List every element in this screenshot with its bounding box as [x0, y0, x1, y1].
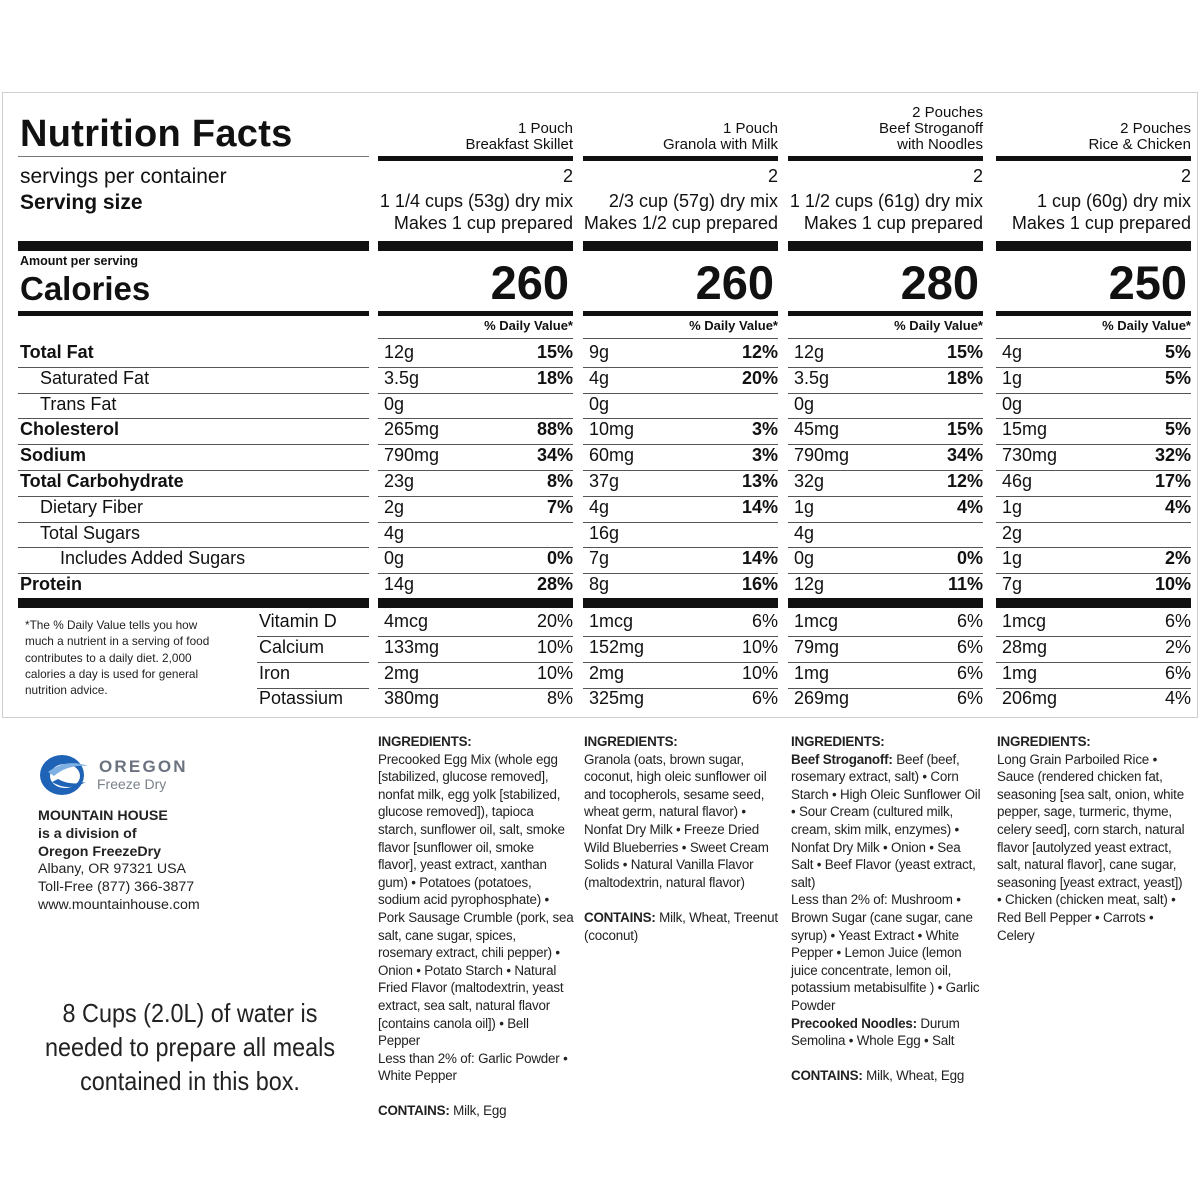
vitamin-amount: 133mg [384, 636, 440, 657]
nutrient-amount: 2g [1002, 522, 1023, 543]
ingredient-line: salt, cane sugar, spices, [378, 927, 516, 943]
nutrient-amount: 14g [384, 574, 415, 595]
nutrient-amount: 0g [1002, 393, 1023, 414]
ingredient-line: • Chicken (chicken meat, salt) • [997, 892, 1176, 908]
ingredient-line: flavor [sunflower oil, smoke [378, 839, 534, 855]
brand-address-block [38, 808, 200, 915]
column-top-rule [788, 156, 983, 161]
vitamin-dv: 10% [536, 662, 573, 683]
vitamin-dv: 6% [956, 611, 983, 631]
column-top-rule [583, 156, 778, 161]
serving-size-value: 2/3 cup (57g) dry mix [608, 191, 778, 211]
ingredient-line: Beef (beef, [892, 751, 960, 767]
ingredients-heading: INGREDIENTS: [997, 734, 1091, 749]
vitamin-amount: 2mg [384, 662, 420, 683]
vitamin-dv: 8% [546, 688, 573, 709]
nutrient-label: Protein [20, 574, 83, 595]
vitamin-amount: 1mg [1002, 662, 1038, 683]
row-divider [788, 393, 983, 394]
ingredient-line: Powder [791, 997, 836, 1013]
vitamin-amount: 2mg [589, 662, 625, 683]
ingredient-line: cream, skim milk, enzymes) • [791, 821, 959, 837]
vitamin-dv: 10% [741, 662, 778, 683]
ingredient-line: juice concentrate, lemon oil, [791, 962, 952, 978]
nutrient-amount: 0g [589, 393, 610, 414]
ingredient-line: Celery [997, 927, 1035, 943]
medium-rule-left [18, 311, 369, 316]
footnote-line: nutrition advice. [25, 683, 108, 698]
nutrient-amount: 32g [794, 471, 825, 491]
ingredient-line: rosemary extract, chili pepper) • [378, 945, 560, 961]
ingredient-line: White Pepper [378, 1068, 457, 1084]
ingredient-line: syrup) • Yeast Extract • White [791, 927, 959, 943]
contains-value: (coconut) [584, 927, 639, 943]
ingredient-line: Pepper • Lemon Juice (lemon [791, 945, 962, 961]
daily-value-header: % Daily Value* [689, 318, 778, 333]
nutrient-label: Trans Fat [40, 393, 117, 414]
makes-prepared: Makes 1 cup prepared [1011, 213, 1191, 233]
ingredient-line: Semolina • Whole Egg • Salt [791, 1033, 955, 1049]
ingredient-line: Brown Sugar (cane sugar, cane [791, 909, 973, 925]
ingredients-heading: INGREDIENTS: [378, 734, 472, 749]
nutrient-amount: 0g [794, 548, 815, 569]
nutrient-amount: 8g [589, 574, 610, 595]
ingredient-line: gum) • Potatoes (potatoes, [378, 874, 532, 890]
nutrient-dv: 7% [546, 496, 573, 517]
nutrient-dv: 17% [1154, 471, 1191, 491]
ingredients-column [997, 733, 1184, 944]
nutrient-amount: 790mg [794, 445, 850, 466]
vitamin-amount: 28mg [1002, 636, 1048, 657]
ingredient-line: rosemary extract, salt) • Corn [791, 769, 959, 785]
nutrient-amount: 4g [589, 496, 610, 517]
nutrient-dv: 10% [1154, 574, 1191, 595]
nutrient-amount: 3.5g [794, 367, 830, 388]
nutrient-amount: 37g [589, 471, 620, 491]
nutrient-dv: 4% [956, 496, 983, 517]
ingredient-line: Salt • Beef Flavor (yeast extract, [791, 857, 976, 873]
brand-line-1: MOUNTAIN HOUSE [38, 808, 168, 824]
thick-rule-bottom [378, 598, 573, 608]
nutrient-amount: 7g [1002, 574, 1023, 595]
nutrient-amount: 1g [1002, 367, 1023, 388]
footnote-line: much a nutrient in a serving of food [25, 634, 210, 649]
pouch-count: 2 Pouches [912, 104, 983, 121]
nutrient-dv: 0% [956, 548, 983, 569]
product-name: Granola with Milk [662, 136, 778, 153]
vitamin-amount: 1mg [794, 662, 830, 683]
nutrient-amount: 2g [384, 496, 405, 517]
water-note-line: 8 Cups (2.0L) of water is [62, 998, 318, 1028]
ingredient-line: Long Grain Parboiled Rice • [997, 751, 1158, 767]
nutrient-amount: 265mg [384, 419, 440, 440]
ingredient-line: Onion • Potato Starch • Natural [378, 962, 557, 978]
ingredient-line: salt, natural flavor], cane sugar, [997, 857, 1177, 873]
nutrient-amount: 0g [794, 393, 815, 414]
nutrient-label: Total Sugars [40, 522, 141, 543]
vitamin-dv: 20% [536, 611, 573, 631]
contains-label: CONTAINS: [791, 1068, 863, 1084]
row-divider [583, 338, 778, 339]
nutrient-amount: 3.5g [384, 367, 420, 388]
ingredients-column [791, 733, 980, 1085]
nutrient-amount: 9g [589, 342, 610, 362]
vitamin-amount: 79mg [794, 636, 840, 657]
calories-value: 280 [900, 256, 979, 309]
nutrient-amount: 4g [589, 367, 610, 388]
nutrient-dv: 34% [536, 445, 573, 466]
ingredient-line: wheat germ, natural flavor) • [584, 804, 746, 820]
nutrient-amount: 1g [1002, 548, 1023, 569]
row-divider [378, 393, 573, 394]
medium-rule [378, 311, 573, 316]
nutrient-amount: 7g [589, 548, 610, 569]
medium-rule [788, 311, 983, 316]
vitamin-label: Potassium [259, 688, 344, 709]
contains-label: CONTAINS: [584, 909, 656, 925]
nutrient-label: Dietary Fiber [40, 496, 144, 517]
nutrient-dv: 32% [1154, 445, 1191, 466]
brand-line-3: Oregon FreezeDry [38, 843, 161, 860]
nutrient-dv: 5% [1164, 367, 1191, 388]
nutrient-dv: 8% [546, 471, 573, 491]
ingredient-line: Pepper [378, 1033, 420, 1049]
row-divider [378, 338, 573, 339]
nutrient-label: Includes Added Sugars [60, 548, 246, 569]
ingredient-line: Less than 2% of: Garlic Powder • [378, 1050, 568, 1066]
footnote-line: *The % Daily Value tells you how [25, 618, 198, 632]
nutrient-dv: 4% [1164, 496, 1191, 517]
ingredient-line: seasoning [yeast extract, yeast]) [997, 874, 1183, 890]
nutrient-dv: 0% [546, 548, 573, 569]
vitamin-amount: 380mg [384, 688, 440, 709]
nutrient-label: Cholesterol [20, 419, 120, 440]
amount-per-serving: Amount per serving [20, 254, 139, 268]
nutrient-label: Total Fat [20, 342, 94, 362]
brand-address: Albany, OR 97321 USA [38, 861, 186, 878]
ingredient-line: Sauce (rendered chicken fat, [997, 769, 1163, 785]
nutrient-dv: 2% [1164, 548, 1191, 569]
pouch-count: 1 Pouch [517, 120, 573, 137]
thick-rule-bottom [788, 598, 983, 608]
ingredient-line: Fried Flavor (maltodextrin, yeast [378, 980, 564, 996]
vitamin-amount: 1mcg [589, 611, 634, 631]
nutrient-label: Total Carbohydrate [20, 471, 184, 491]
water-note-line: contained in this box. [80, 1066, 300, 1096]
ingredient-line: [contains canola oil]) • Bell [378, 1015, 529, 1031]
ingredient-line: sodium acid pyrophosphate) • [378, 892, 550, 908]
pouch-count: 1 Pouch [722, 120, 778, 137]
ingredient-line: Pork Sausage Crumble (pork, sea [378, 909, 574, 925]
vitamin-dv: 6% [1164, 662, 1191, 683]
calories-value: 260 [695, 256, 774, 309]
nutrient-amount: 1g [1002, 496, 1023, 517]
nutrient-amount: 15mg [1002, 419, 1048, 440]
vitamin-amount: 4mcg [384, 611, 429, 631]
nutrient-dv: 12% [741, 342, 778, 362]
ingredient-line: Wild Blueberries • Sweet Cream [584, 839, 769, 855]
ingredient-line: and tocopherols, sesame seed, [584, 786, 765, 802]
vitamin-label: Vitamin D [259, 611, 337, 631]
calories-label: Calories [20, 270, 151, 307]
nutrient-amount: 12g [384, 342, 415, 362]
vitamin-label: Iron [259, 662, 291, 683]
contains-value: Milk, Wheat, Egg [862, 1068, 965, 1084]
ingredient-line: Solids • Natural Vanilla Flavor [584, 857, 754, 873]
nutrient-amount: 1g [794, 496, 815, 517]
nutrient-amount: 0g [384, 548, 405, 569]
vitamin-dv: 2% [1164, 636, 1191, 657]
daily-value-header: % Daily Value* [894, 318, 983, 333]
ingredient-line: potassium metabisulfite ) • Garlic [791, 980, 980, 996]
nutrient-dv: 14% [741, 496, 778, 517]
brand-website: www.mountainhouse.com [38, 896, 200, 913]
brand-phone: Toll-Free (877) 366-3877 [38, 879, 195, 896]
row-divider [996, 522, 1191, 523]
medium-rule [996, 311, 1191, 316]
nutrient-amount: 46g [1002, 471, 1033, 491]
ingredient-line: [stabilized, glucose removed], [378, 769, 549, 785]
nutrient-amount: 12g [794, 342, 825, 362]
vitamin-dv: 6% [956, 688, 983, 709]
ingredient-line: celery seed], corn starch, natural [997, 821, 1185, 837]
ingredient-subheading: Beef Stroganoff: [791, 751, 893, 767]
ingredient-line: salt) [791, 874, 816, 890]
vitamin-dv: 6% [956, 662, 983, 683]
row-divider [788, 338, 983, 339]
vitamin-amount: 152mg [589, 636, 645, 657]
nutrient-dv: 12% [946, 471, 983, 491]
nutrient-amount: 4g [384, 522, 405, 543]
oregon-freeze-dry-logo [38, 752, 98, 803]
vitamin-dv: 6% [751, 688, 778, 709]
daily-value-header: % Daily Value* [1102, 318, 1191, 333]
medium-rule [583, 311, 778, 316]
vitamin-label: Calcium [259, 636, 325, 657]
ingredient-line: (maltodextrin, natural flavor) [584, 874, 745, 890]
nutrient-dv: 18% [946, 367, 983, 388]
ingredient-line: Red Bell Pepper • Carrots • [997, 909, 1154, 925]
nutrient-dv: 28% [536, 574, 573, 595]
thick-rule [378, 241, 573, 251]
thick-rule [583, 241, 778, 251]
row-divider [996, 393, 1191, 394]
nutrient-label: Saturated Fat [40, 367, 150, 388]
ingredient-line: Starch • High Oleic Sunflower Oil [791, 786, 981, 802]
ingredient-subheading: Precooked Noodles: [791, 1015, 917, 1031]
ingredient-line: flavor [autolyzed yeast extract, [997, 839, 1172, 855]
water-note [37, 996, 343, 1098]
nutrient-amount: 60mg [589, 445, 635, 466]
servings-value: 2 [767, 166, 778, 186]
servings-value: 2 [1180, 166, 1191, 186]
ingredients-heading: INGREDIENTS: [791, 734, 885, 749]
serving-size-value: 1 1/4 cups (53g) dry mix [379, 191, 573, 211]
ingredient-line: Less than 2% of: Mushroom • [791, 892, 961, 908]
vitamin-dv: 4% [1164, 688, 1191, 709]
vitamin-amount: 1mcg [794, 611, 839, 631]
nutrient-amount: 23g [384, 471, 415, 491]
pouch-count: 2 Pouches [1120, 120, 1191, 137]
vitamin-amount: 206mg [1002, 688, 1058, 709]
ingredient-line: Granola (oats, brown sugar, [584, 751, 744, 767]
ingredient-line: extract, sea salt, natural flavor [378, 997, 551, 1013]
nutrient-dv: 16% [741, 574, 778, 595]
nutrient-dv: 5% [1164, 342, 1191, 362]
daily-value-header: % Daily Value* [484, 318, 573, 333]
nutrient-dv: 88% [536, 419, 573, 440]
vitamin-dv: 10% [741, 636, 778, 657]
water-note-line: needed to prepare all meals [44, 1032, 336, 1062]
ingredient-line: Precooked Egg Mix (whole egg [378, 751, 558, 767]
contains-label: CONTAINS: [378, 1103, 450, 1119]
nutrient-dv: 34% [946, 445, 983, 466]
vitamin-dv: 10% [536, 636, 573, 657]
thick-rule [788, 241, 983, 251]
logo-text-bottom: Freeze Dry [97, 776, 167, 792]
nutrient-amount: 4g [794, 522, 815, 543]
ingredient-line: seasoning [sea salt, onion, white [997, 786, 1184, 802]
footnote-line: contributes to a daily diet. 2,000 [25, 650, 192, 665]
vitamin-dv: 6% [751, 611, 778, 631]
ingredient-line: Nonfat Dry Milk • Onion • Sea [791, 839, 961, 855]
ingredient-line: glucose removed]), tapioca [378, 804, 534, 820]
nutrient-dv: 14% [741, 548, 778, 569]
nutrient-amount: 12g [794, 574, 825, 595]
product-name: Breakfast Skillet [465, 136, 573, 153]
nutrient-dv: 15% [536, 342, 573, 362]
brand-line-2: is a division of [38, 825, 137, 842]
nutrient-amount: 4g [1002, 342, 1023, 362]
product-name: Rice & Chicken [1088, 136, 1191, 153]
thick-rule-left [18, 241, 369, 251]
contains-value: Milk, Wheat, Treenut [655, 909, 778, 925]
vitamin-dv: 6% [956, 636, 983, 657]
ingredient-line: starch, sunflower oil, salt, smoke [378, 821, 565, 837]
thick-rule-left-bottom [18, 598, 369, 608]
servings-value: 2 [972, 166, 983, 186]
nutrient-dv: 18% [536, 367, 573, 388]
thick-rule-bottom [583, 598, 778, 608]
footnote-line: calories a day is used for general [25, 666, 199, 681]
nutrient-dv: 3% [751, 419, 778, 440]
servings-label: servings per container [20, 165, 227, 188]
servings-value: 2 [562, 166, 573, 186]
makes-prepared: Makes 1 cup prepared [803, 213, 983, 233]
nutrient-dv: 13% [741, 471, 778, 491]
product-name: Beef Stroganoff [879, 120, 983, 137]
vitamin-dv: 6% [1164, 611, 1191, 631]
nutrient-dv: 3% [751, 445, 778, 466]
row-divider [378, 522, 573, 523]
nutrient-dv: 5% [1164, 419, 1191, 440]
nutrient-amount: 10mg [589, 419, 635, 440]
makes-prepared: Makes 1/2 cup prepared [583, 213, 778, 233]
product-name: with Noodles [897, 136, 983, 153]
column-top-rule [996, 156, 1191, 161]
page-title: Nutrition Facts [20, 113, 293, 155]
thick-rule-bottom [996, 598, 1191, 608]
nutrient-amount: 790mg [384, 445, 440, 466]
nutrient-amount: 730mg [1002, 445, 1058, 466]
nutrient-amount: 45mg [794, 419, 840, 440]
logo-text-top: OREGON [99, 757, 188, 776]
calories-value: 250 [1108, 256, 1187, 309]
serving-size-value: 1 1/2 cups (61g) dry mix [789, 191, 983, 211]
row-divider [583, 393, 778, 394]
vitamin-amount: 269mg [794, 688, 850, 709]
ingredient-line: nonfat milk, egg yolk [stabilized, [378, 786, 561, 802]
nutrient-dv: 15% [946, 419, 983, 440]
nutrient-label: Sodium [20, 445, 86, 466]
row-divider [788, 522, 983, 523]
ingredient-line: pepper, sage, turmeric, thyme, [997, 804, 1172, 820]
thick-rule [996, 241, 1191, 251]
column-top-rule [378, 156, 573, 161]
ingredient-line: • Sour Cream (cultured milk, [791, 804, 954, 820]
ingredients-column [378, 733, 574, 1120]
makes-prepared: Makes 1 cup prepared [393, 213, 573, 233]
serving-size-label: Serving size [20, 191, 143, 214]
vitamin-amount: 1mcg [1002, 611, 1047, 631]
title-divider [18, 156, 369, 157]
calories-value: 260 [490, 256, 569, 309]
contains-value: Milk, Egg [449, 1103, 507, 1119]
row-divider [996, 338, 1191, 339]
nutrient-dv: 15% [946, 342, 983, 362]
ingredients-heading: INGREDIENTS: [584, 734, 678, 749]
vitamin-amount: 325mg [589, 688, 645, 709]
logo-swirl-icon [38, 752, 98, 798]
ingredients-column [584, 733, 778, 944]
ingredient-line: coconut, high oleic sunflower oil [584, 769, 767, 785]
ingredient-line: flavor], yeast extract, xanthan [378, 857, 547, 873]
daily-value-footnote [25, 617, 250, 698]
serving-size-value: 1 cup (60g) dry mix [1036, 191, 1191, 211]
nutrient-dv: 20% [741, 367, 778, 388]
nutrient-dv: 11% [947, 574, 983, 595]
ingredient-line: Durum [916, 1015, 960, 1031]
ingredient-line: Nonfat Dry Milk • Freeze Dried [584, 821, 760, 837]
nutrient-amount: 16g [589, 522, 620, 543]
nutrient-amount: 0g [384, 393, 405, 414]
